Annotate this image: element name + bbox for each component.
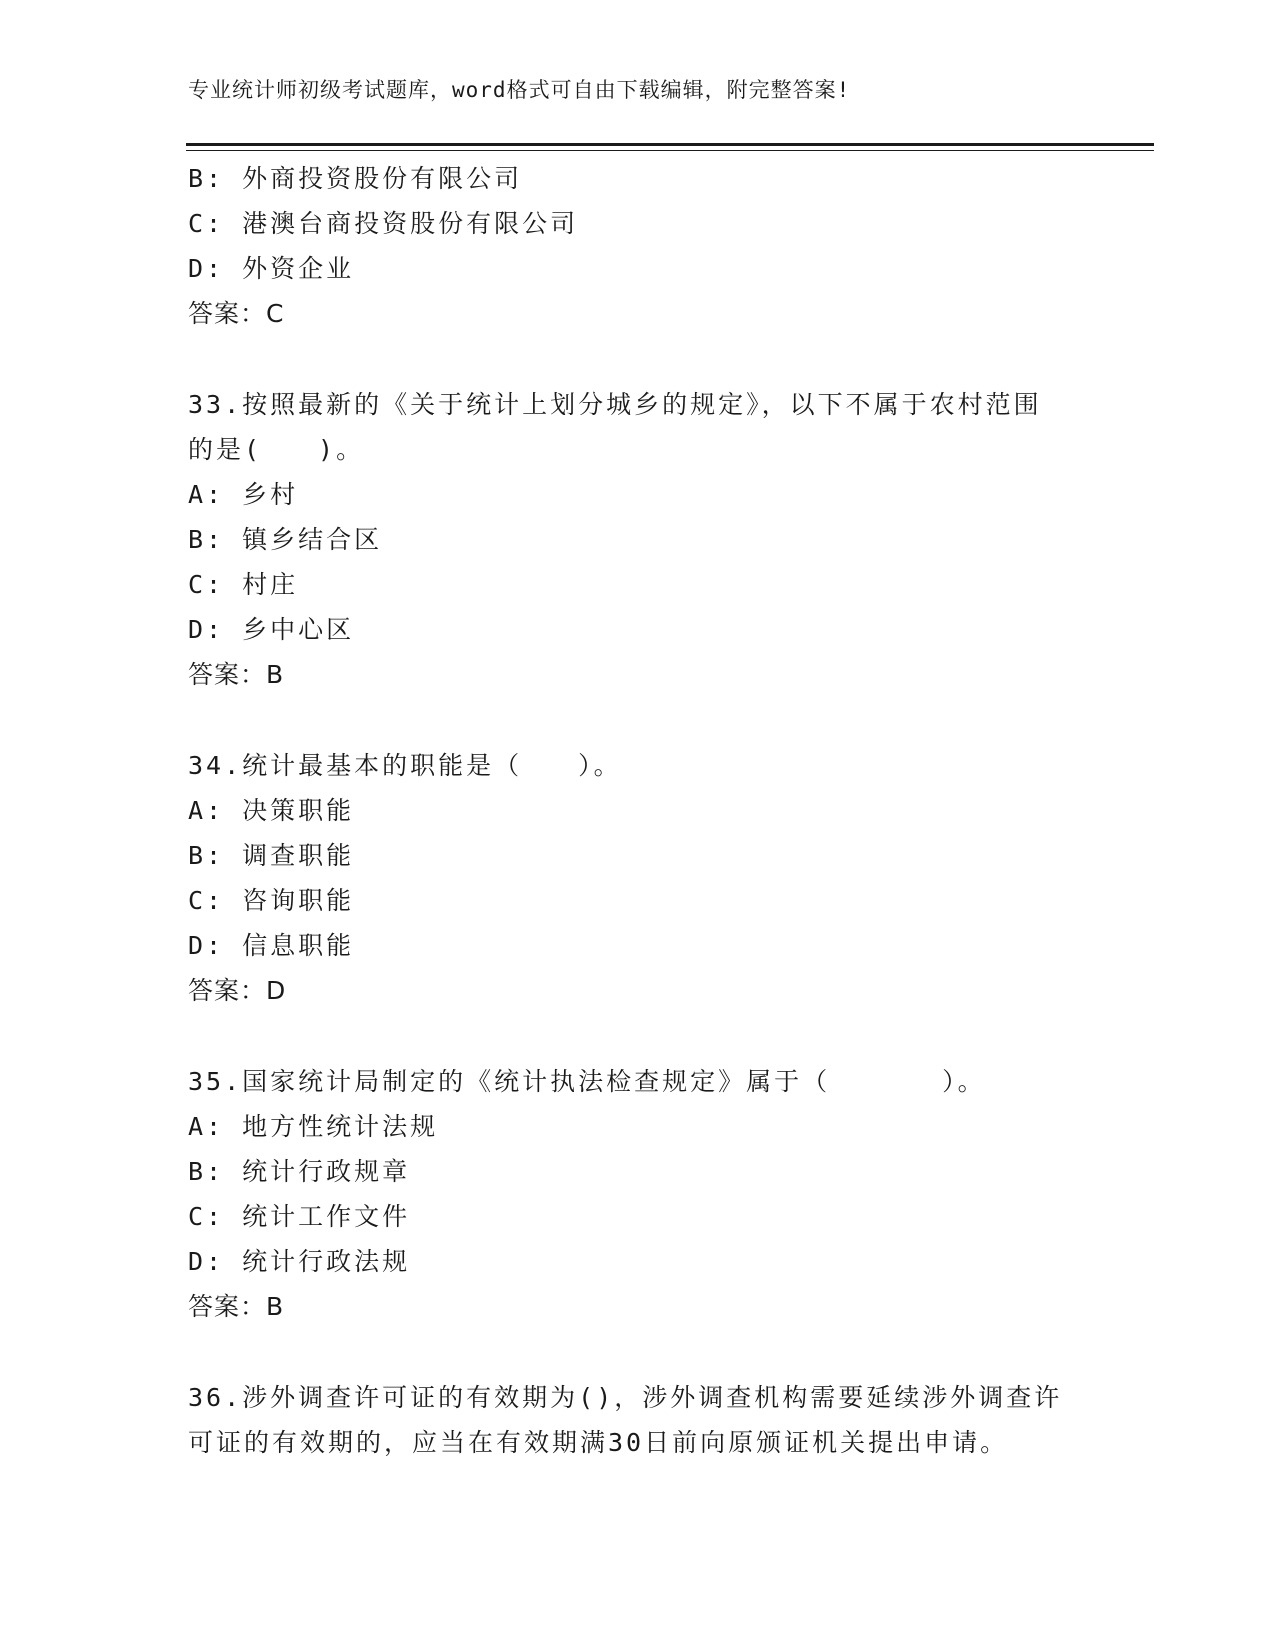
question-32-continued [188,156,1088,336]
option-d: D: 统计行政法规 [188,1247,411,1276]
option-c: C: 港澳台商投资股份有限公司 [188,209,579,238]
option-a: A: 乡村 [188,480,299,509]
question-stem: 的是( )。 [188,435,365,464]
option-b: B: 镇乡结合区 [188,525,383,554]
option-a: A: 决策职能 [188,796,355,825]
option-c: C: 统计工作文件 [188,1202,411,1231]
option-c: C: 咨询职能 [188,886,355,915]
question-33 [188,382,1088,697]
question-34 [188,743,1088,1013]
question-content [188,156,1088,1465]
page-header: 专业统计师初级考试题库，word格式可自由下载编辑，附完整答案! [188,78,851,102]
header-divider-thin [186,150,1154,151]
option-c: C: 村庄 [188,570,299,599]
option-d: D: 外资企业 [188,254,355,283]
question-stem: 36.涉外调查许可证的有效期为()，涉外调查机构需要延续涉外调查许 [188,1383,1063,1412]
question-36 [188,1375,1088,1465]
answer: 答案：B [188,660,285,689]
question-stem: 可证的有效期的，应当在有效期满30日前向原颁证机关提出申请。 [188,1428,1009,1457]
header-divider-thick [186,143,1154,146]
option-b: B: 统计行政规章 [188,1157,411,1186]
question-stem: 35.国家统计局制定的《统计执法检查规定》属于（ ）。 [188,1067,986,1096]
option-d: D: 乡中心区 [188,615,355,644]
question-35 [188,1059,1088,1329]
option-d: D: 信息职能 [188,931,355,960]
option-b: B: 调查职能 [188,841,355,870]
answer: 答案：D [188,976,287,1005]
question-stem: 34.统计最基本的职能是（ ）。 [188,751,622,780]
answer: 答案：B [188,1292,285,1321]
question-stem: 33.按照最新的《关于统计上划分城乡的规定》，以下不属于农村范围 [188,390,1042,419]
option-b: B: 外商投资股份有限公司 [188,164,523,193]
answer: 答案：C [188,299,285,328]
option-a: A: 地方性统计法规 [188,1112,439,1141]
